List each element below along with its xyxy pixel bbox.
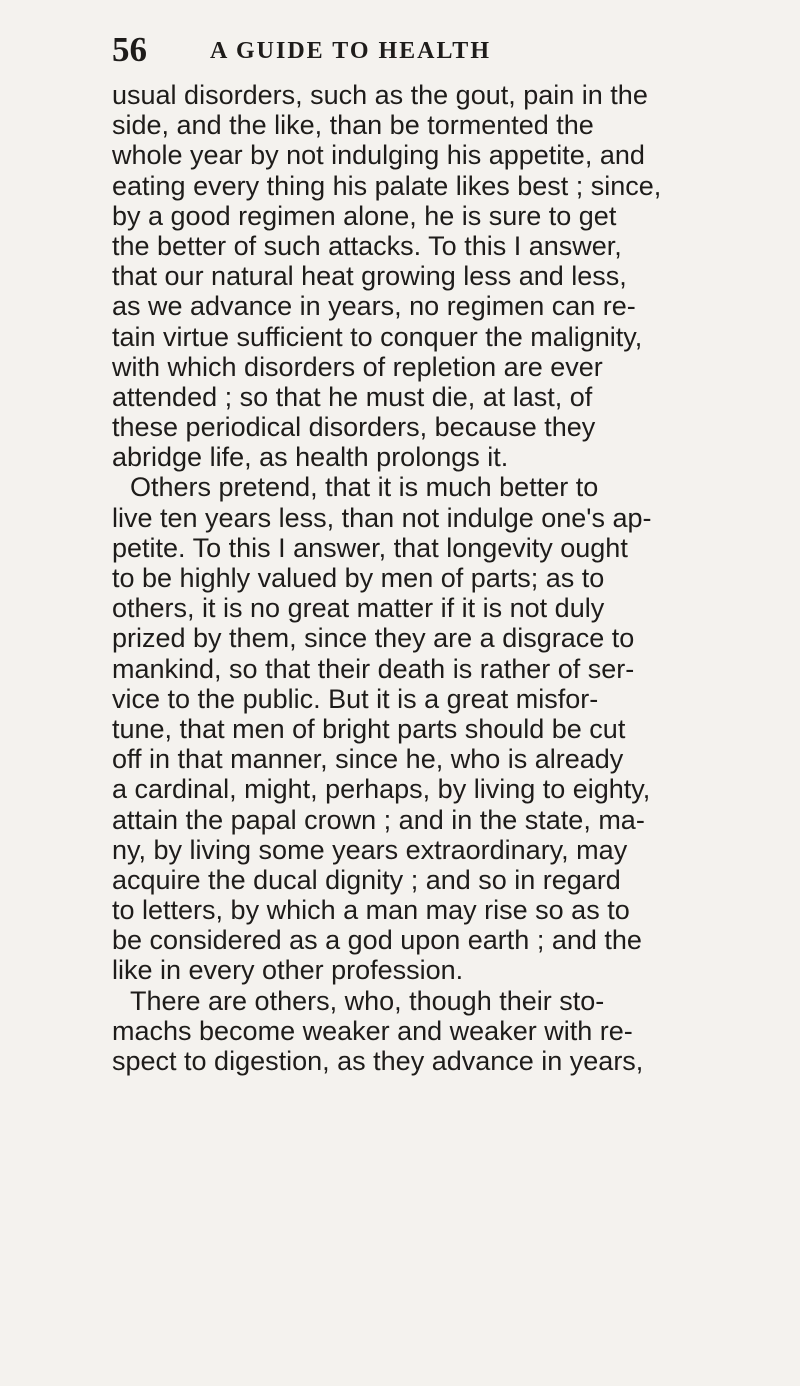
text-line: petite. To this I answer, that longevity ought <box>112 532 628 563</box>
text-line: that our natural heat growing less and less, <box>112 261 627 292</box>
text-line: abridge life, as health prolongs it. <box>112 442 509 473</box>
text-line: whole year by not indulging his appetite, and <box>112 140 645 171</box>
text-line: be considered as a god upon earth ; and the <box>112 925 642 956</box>
text-line: side, and the like, than be tormented the <box>112 110 594 141</box>
text-line: spect to digestion, as they advance in years, <box>112 1046 644 1076</box>
text-line: these periodical disorders, because they <box>112 412 596 443</box>
text-line: by a good regimen alone, he is sure to get <box>112 200 617 231</box>
paragraph-start-line: Others pretend, that it is much better to <box>130 472 599 503</box>
text-line: ny, by living some years extraordinary, may <box>112 834 628 865</box>
text-line: a cardinal, might, perhaps, by living to eighty, <box>112 774 651 805</box>
text-line: usual disorders, such as the gout, pain in the <box>112 80 648 110</box>
text-line: vice to the public. But it is a great misfor- <box>112 683 599 714</box>
text-line: to be highly valued by men of parts; as to <box>112 563 605 593</box>
text-line: as we advance in years, no regimen can re- <box>112 291 636 322</box>
text-line: the better of such attacks. To this I answer, <box>112 230 622 261</box>
text-line: tune, that men of bright parts should be cut <box>112 713 626 744</box>
text-line: others, it is no great matter if it is not duly <box>112 593 605 624</box>
paragraph-start-line: There are others, who, though their sto- <box>130 985 605 1016</box>
text-line: like in every other profession. <box>112 955 464 986</box>
text-line: prized by them, since they are a disgrace to <box>112 623 635 654</box>
text-line: mankind, so that their death is rather of ser- <box>112 653 635 684</box>
text-line: off in that manner, since he, who is already <box>112 744 624 775</box>
running-title: A GUIDE TO HEALTH <box>210 38 491 64</box>
text-line: attain the papal crown ; and in the state, ma- <box>112 804 645 835</box>
text-line: live ten years less, than not indulge one's ap- <box>112 502 652 533</box>
text-line: acquire the ducal dignity ; and so in regard <box>112 864 621 895</box>
text-line: tain virtue sufficient to conquer the malignity, <box>112 321 643 352</box>
page-number: 56 <box>112 30 147 69</box>
body-text <box>112 80 800 1076</box>
text-line: eating every thing his palate likes best ; since, <box>112 170 662 201</box>
text-line: with which disorders of repletion are ever <box>112 351 603 382</box>
text-line: machs become weaker and weaker with re- <box>112 1015 633 1046</box>
text-line: to letters, by which a man may rise so as to <box>112 895 630 926</box>
text-line: attended ; so that he must die, at last, of <box>112 381 593 412</box>
running-head <box>0 30 800 70</box>
